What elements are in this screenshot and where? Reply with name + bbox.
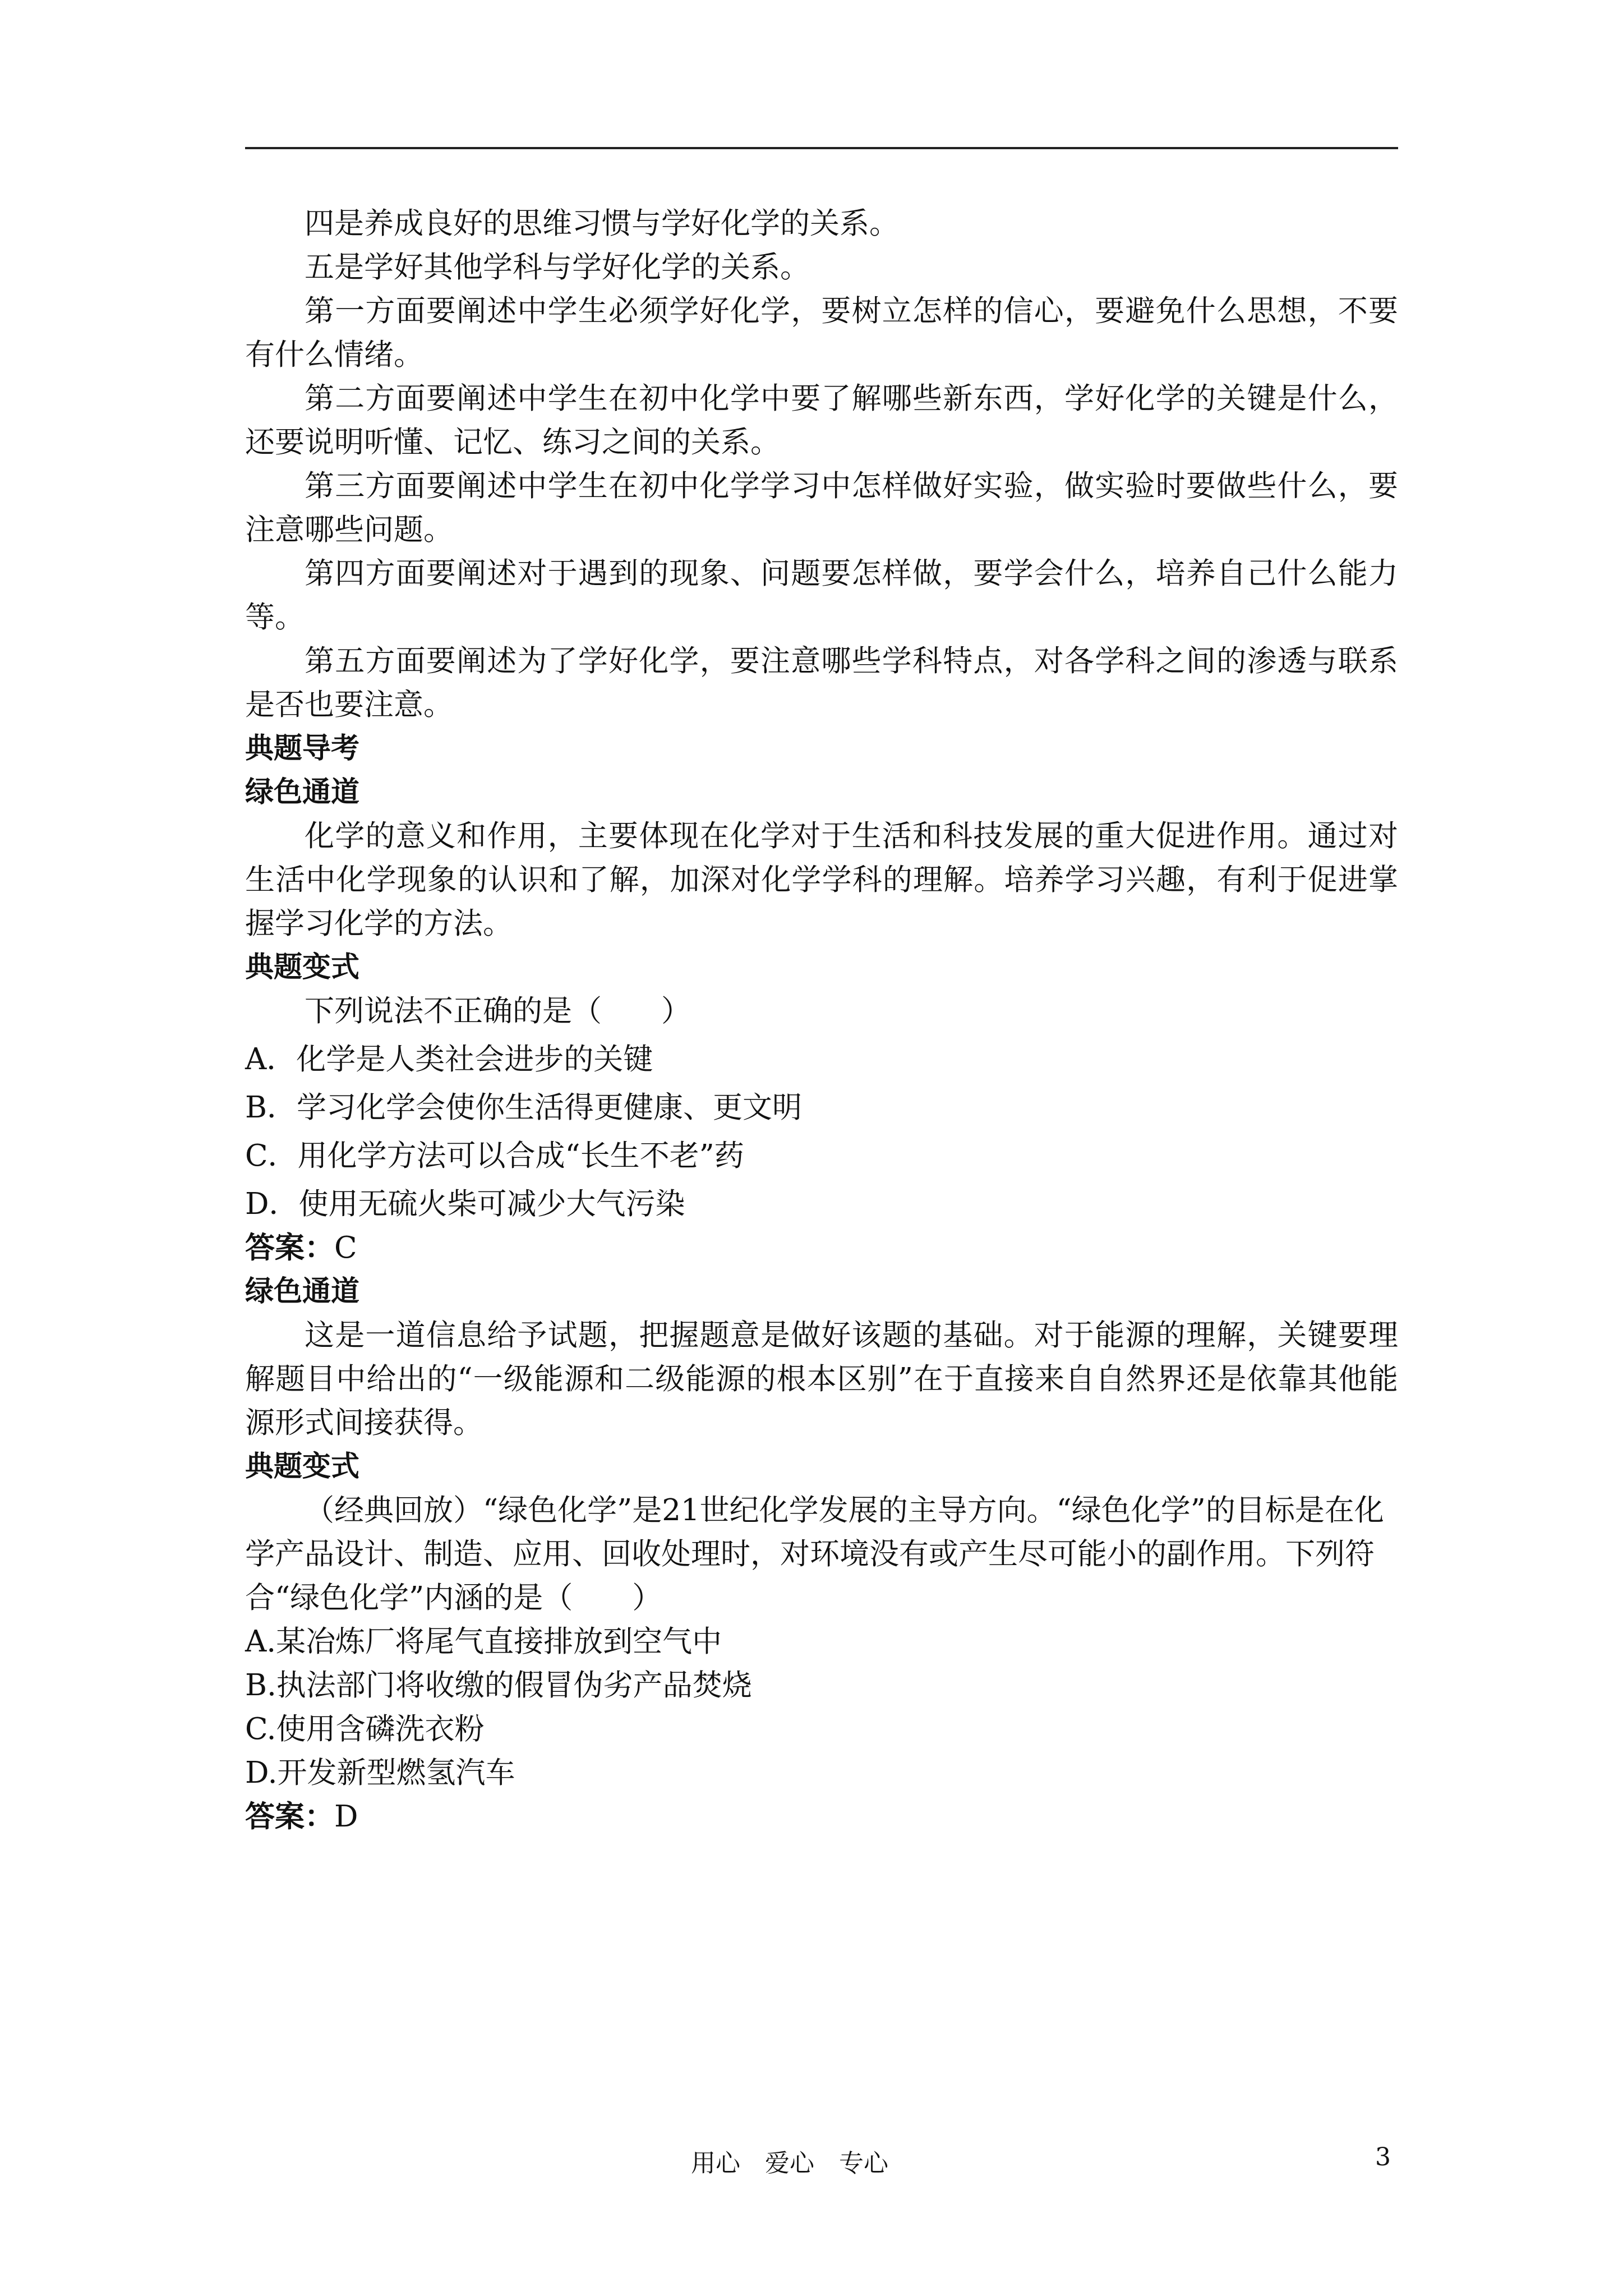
question-1-option-d: D．使用无硫火柴可减少大气污染	[245, 1187, 685, 1221]
question-1-option-c: C．用化学方法可以合成“长生不老”药	[245, 1139, 744, 1173]
intro-aspect-2: 第二方面要阐述中学生在初中化学中要了解哪些新东西，学好化学的关键是什么，还要说明听懂、记忆、练习之间的关系。	[245, 381, 1398, 459]
question-1-option-b: B．学习化学会使你生活得更健康、更文明	[245, 1091, 802, 1125]
page-number: 3	[1375, 2143, 1391, 2171]
green-channel-paragraph-2: 这是一道信息给予试题，把握题意是做好该题的基础。对于能源的理解，关键要理解题目中给出的“一级能源和二级能源的根本区别”在于直接来自自然界还是依靠其他能源形式间接获得。	[245, 1318, 1398, 1440]
intro-item-5: 五是学好其他学科与学好化学的关系。	[305, 250, 810, 284]
question-2-answer	[245, 1795, 1398, 1839]
answer-label: 答案：	[245, 1800, 334, 1834]
intro-aspect-4: 第四方面要阐述对于遇到的现象、问题要怎样做，要学会什么，培养自己什么能力等。	[245, 556, 1398, 634]
intro-aspect-1: 第一方面要阐述中学生必须学好化学，要树立怎样的信心，要避免什么思想，不要有什么情绪。	[245, 294, 1398, 372]
question-1-option-a: A．化学是人类社会进步的关键	[245, 1042, 653, 1076]
answer-value: D	[334, 1800, 358, 1834]
question-2-option-a: A.某冶炼厂将尾气直接排放到空气中	[245, 1625, 722, 1659]
question-2-option-c: C.使用含磷洗衣粉	[245, 1712, 485, 1746]
question-2-option-d: D.开发新型燃氢汽车	[245, 1756, 515, 1790]
answer-value: C	[334, 1231, 357, 1265]
intro-item-4: 四是养成良好的思维习惯与学好化学的关系。	[305, 206, 899, 241]
section-title: 典题导考	[245, 732, 360, 765]
green-channel-heading-1: 绿色通道	[245, 776, 360, 809]
intro-aspect-5: 第五方面要阐述为了学好化学，要注意哪些学科特点，对各学科之间的渗透与联系是否也要注意。	[245, 644, 1398, 722]
intro-aspect-3: 第三方面要阐述中学生在初中化学学习中怎样做好实验，做实验时要做些什么，要注意哪些问题。	[245, 469, 1398, 547]
page-content	[245, 202, 1398, 1839]
question-1-stem: 下列说法不正确的是（ ）	[305, 994, 691, 1028]
green-channel-paragraph-1: 化学的意义和作用，主要体现在化学对于生活和科技发展的重大促进作用。通过对生活中化学现象的认识和了解，加深对化学学科的理解。培养学习兴趣，有利于促进掌握学习化学的方法。	[245, 819, 1398, 941]
footer-motto: 用心 爱心 专心	[691, 2149, 888, 2178]
green-channel-heading-2: 绿色通道	[245, 1275, 360, 1308]
question-2-option-b: B.执法部门将收缴的假冒伪劣产品焚烧	[245, 1668, 752, 1703]
variant-heading-2: 典题变式	[245, 1450, 360, 1483]
answer-label: 答案：	[245, 1231, 334, 1265]
header-rule	[245, 147, 1398, 149]
variant-heading-1: 典题变式	[245, 951, 360, 984]
question-2-stem: （经典回放）“绿色化学”是21世纪化学发展的主导方向。“绿色化学”的目标是在化学产品设计、制造、应用、回收处理时，对环境没有或产生尽可能小的副作用。下列符合“绿色化学”内涵的是（ ）	[245, 1493, 1384, 1615]
question-1-answer	[245, 1226, 1398, 1270]
page-footer	[0, 2143, 1623, 2182]
